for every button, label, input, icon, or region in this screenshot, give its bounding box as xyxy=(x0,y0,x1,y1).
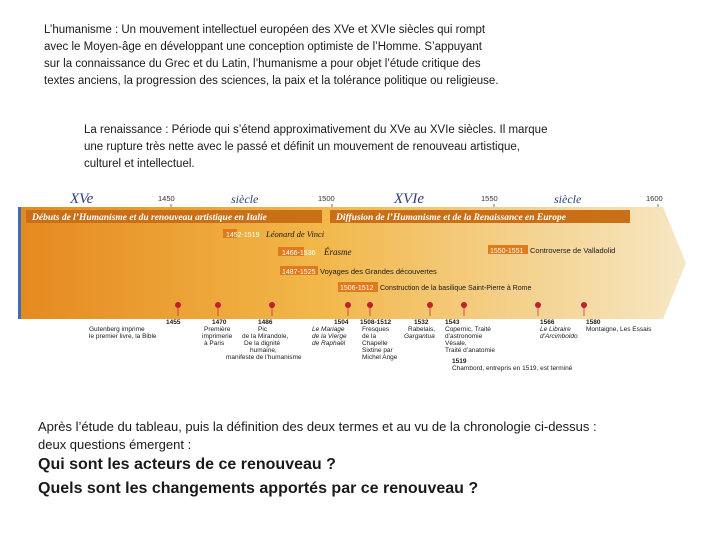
event-sixtine: 1508-1512 Fresques de la Chapelle Sixtine par Michel Ange xyxy=(360,319,398,361)
century-xvie-label: XVIe xyxy=(394,191,424,207)
period-basilique-dates: 1506-1512 xyxy=(340,285,374,292)
event-gutenberg: 1455 Gutenberg imprime le premier livre, la Bible xyxy=(89,319,181,340)
period-valladolid: Controverse de Valladolid xyxy=(530,246,616,255)
text-line: deux questions émergent : xyxy=(38,437,192,452)
event-copernic: 1543 Copernic, Traité d’astronomie Vésale, Traité d’anatomie xyxy=(445,319,495,354)
year-1450: 1450 xyxy=(158,194,175,203)
humanisme-definition xyxy=(44,22,564,90)
banner-europe: Diffusion de l’Humanisme et de la Renaissance en Europe xyxy=(336,213,566,223)
questions-intro xyxy=(38,418,688,454)
century-xvie-suffix: siècle xyxy=(554,192,582,206)
text-line: culturel et intellectuel. xyxy=(84,158,195,170)
banner-italy: Débuts de l’Humanisme et du renouveau artistique en Italie xyxy=(32,213,267,223)
chronology-timeline xyxy=(18,185,693,385)
year-1600: 1600 xyxy=(646,194,663,203)
event-imprimerie: 1470 Première imprimerie à Paris xyxy=(202,319,233,347)
period-vinci: Léonard de Vinci xyxy=(266,229,325,239)
event-chambord: 1519 Chambord, entrepris en 1519, est terminé xyxy=(452,358,573,372)
question-changements: Quels sont les changements apportés par ce renouveau ? xyxy=(38,480,479,497)
period-vinci-dates: 1452-1519 xyxy=(226,232,260,239)
event-raphael: 1504 Le Mariage de la Vierge de Raphaël xyxy=(312,319,349,347)
period-valladolid-dates: 1550-1551 xyxy=(490,248,524,255)
century-xve-label: XVe xyxy=(70,191,94,207)
text-line: avec le Moyen-âge en développant une conception optimiste de l’Homme. S’appuyant xyxy=(44,41,482,53)
year-1500: 1500 xyxy=(318,194,335,203)
period-erasme: Érasme xyxy=(324,247,352,257)
text-line: L’humanisme : Un mouvement intellectuel européen des XVe et XVIe siècles qui rompt xyxy=(44,24,486,36)
century-xve-suffix: siècle xyxy=(231,192,259,206)
event-arcimboldo: 1566 Le Libraire d’Arcimboldo xyxy=(540,319,578,340)
timeline-arrow xyxy=(21,207,686,319)
period-voyages: Voyages des Grandes découvertes xyxy=(320,267,437,276)
period-basilique: Construction de la basilique Saint-Pierre à Rome xyxy=(380,285,532,292)
period-voyages-dates: 1487-1525 xyxy=(282,269,316,276)
question-acteurs: Qui sont les acteurs de ce renouveau ? xyxy=(38,456,336,473)
event-rabelais: 1532 Rabelais, Gargantua xyxy=(404,319,436,340)
text-line: La renaissance : Période qui s’étend approximativement du XVe au XVIe siècles. Il marque xyxy=(84,124,548,136)
year-1550: 1550 xyxy=(481,194,498,203)
text-line: une rupture très nette avec le passé et définit un mouvement de renouveau artistique, xyxy=(84,141,520,153)
event-mirandole: 1486 Pic de la Mirandole, De la dignité humaine, manifeste de l’humanisme xyxy=(226,319,302,361)
period-erasme-dates: 1466-1536 xyxy=(282,250,316,257)
text-line: textes anciens, la progression des sciences, la paix et la tolérance politique ou religieuse. xyxy=(44,75,499,87)
text-line: sur la connaissance du Grec et du Latin, l’humanisme a pour objet l’étude critique des xyxy=(44,58,481,70)
text-line: Après l’étude du tableau, puis la définition des deux termes et au vu de la chronologie ci-dessus : xyxy=(38,419,597,434)
event-montaigne: 1580 Montaigne, Les Essais xyxy=(586,319,652,333)
renaissance-definition xyxy=(84,122,604,173)
